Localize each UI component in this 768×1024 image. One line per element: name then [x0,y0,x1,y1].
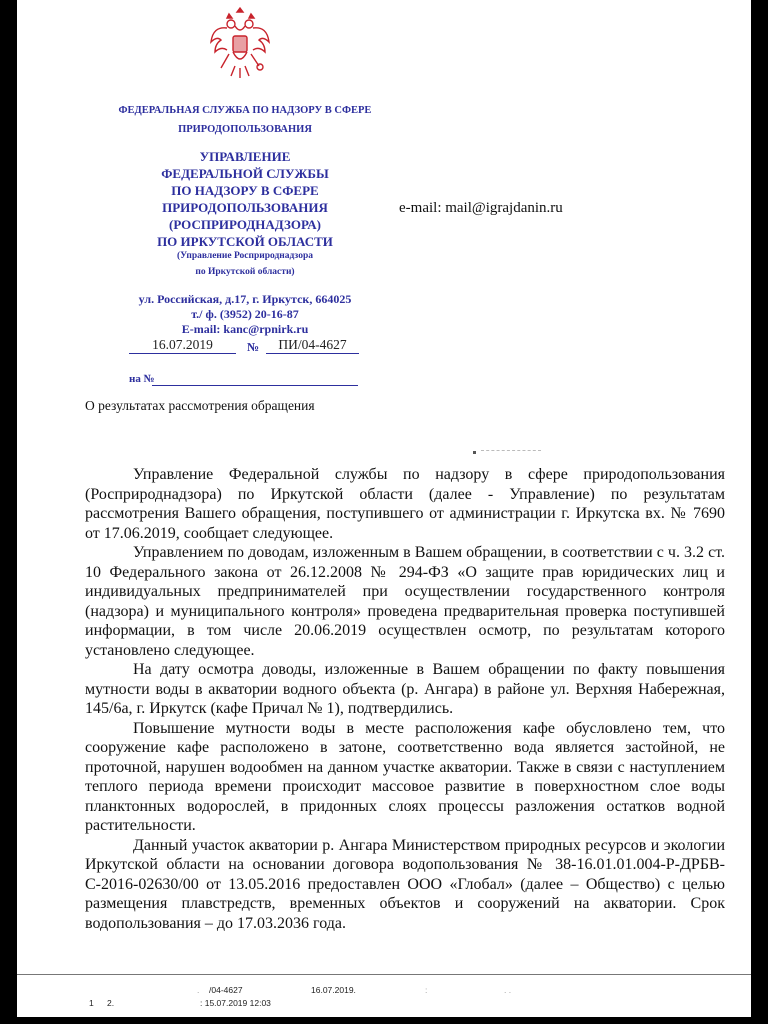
registration-date: 16.07.2019 [129,337,236,354]
organization-line: УПРАВЛЕНИЕ [199,149,291,164]
address-line: ул. Российская, д.17, г. Иркутск, 664025 [138,292,352,306]
organization-line: ПО ИРКУТСКОЙ ОБЛАСТИ [157,234,333,249]
organization-short-line: по Иркутской области) [195,267,295,277]
body-paragraph: На дату осмотра доводы, изложенные в Вашем обращении по факту повышения мутности воды в акватории водного объекта (р. Ангара) в районе ул. Верхняя Набережная, 145/6а, г. Иркутск (кафе Причал № 1), подтвердились. [85,661,725,717]
footer-page-total: 2. [107,998,115,1008]
footer-date: 16.07.2019. [311,985,356,995]
footer-registration-number: /04-4627 [209,985,243,995]
footer-mark: . [197,985,200,995]
organization-line: ФЕДЕРАЛЬНОЙ СЛУЖБЫ [161,166,329,181]
registration-number: ПИ/04-4627 [266,337,359,354]
body-paragraph: Повышение мутности воды в месте расположения кафе обусловлено тем, что сооружение кафе расположено в затоне, соответственно вода является застойной, не проточной, нарушен водообмен на данном участке акватории. Также в связи с наступлением теплого периода времени происходит массовое развитие в поверхностном слое воды планктонных водорослей, в придонных слоях процессы разложения остатков водной растительности. [85,719,725,834]
organization-short-line: (Управление Росприроднадзора [177,251,313,261]
body-paragraph: Управлением по доводам, изложенным в Вашем обращении, в соответствии с ч. 3.2 ст. 10 Федерального закона от 26.12.2008 № 294-ФЗ «О защите прав юридических лиц и индивидуальных предпринимателей при осуществлении государственного контроля (надзора) и муниципального контроля» проведена предварительная проверка поступившей информации, в том числе 20.06.2019 осуществлен осмотр, по результатам которого установлено следующее. [85,544,725,659]
email-line: E-mail: kanc@rpnirk.ru [181,322,309,336]
organization-short-name [111,248,379,280]
russian-coat-of-arms-icon [207,4,273,80]
federal-service-line: ФЕДЕРАЛЬНАЯ СЛУЖБА ПО НАДЗОРУ В СФЕРЕ [118,105,372,116]
letter-body [85,465,725,933]
footer-page-current: 1 [89,998,94,1008]
document-page [17,0,751,1017]
organization-contacts [111,292,379,337]
letter-subject: О результатах рассмотрения обращения [85,398,315,413]
recipient-email: e-mail: mail@igrajdanin.ru [399,200,563,216]
organization-title [111,148,379,250]
phone-line: т./ ф. (3952) 20-16-87 [191,307,299,321]
body-paragraph: Управление Федеральной службы по надзору в сфере природопользования (Росприроднадзора) по Иркутской области (далее - Управление) по результатам рассмотрения Вашего обращения, поступившего от администрации г. Иркутска вх. № 7690 от 17.06.2019, сообщает следующее. [85,466,725,542]
organization-line: ПО НАДЗОРУ В СФЕРЕ [171,183,319,198]
organization-line: ПРИРОДОПОЛЬЗОВАНИЯ [162,200,328,215]
organization-line: (РОСПРИРОДНАДЗОРА) [168,217,322,232]
footer-mark: : [425,985,428,995]
reference-number-label: на № [129,373,155,385]
body-paragraph: Данный участок акватории р. Ангара Министерством природных ресурсов и экологии Иркутской области на основании договора водопользования № 38-16.01.01.004-Р-ДРБВ-С-2016-02630/00 от 13.05.2016 предоставлен ООО «Глобал» (далее – Общество) с целью размещения плавстредств, временных объектов и сооружений на акватории. Срок водопользования – до 17.03.2036 года. [85,836,725,932]
federal-service-line: ПРИРОДОПОЛЬЗОВАНИЯ [178,124,312,135]
scan-artifact [473,451,476,454]
reference-number-blank [152,385,358,386]
footer-divider [17,974,751,975]
federal-service-title [111,101,379,139]
scan-artifact [481,450,541,455]
footer-mark: . . [504,985,512,995]
registration-number-label: № [247,340,260,354]
footer-printed-timestamp: : 15.07.2019 12:03 [200,998,271,1008]
